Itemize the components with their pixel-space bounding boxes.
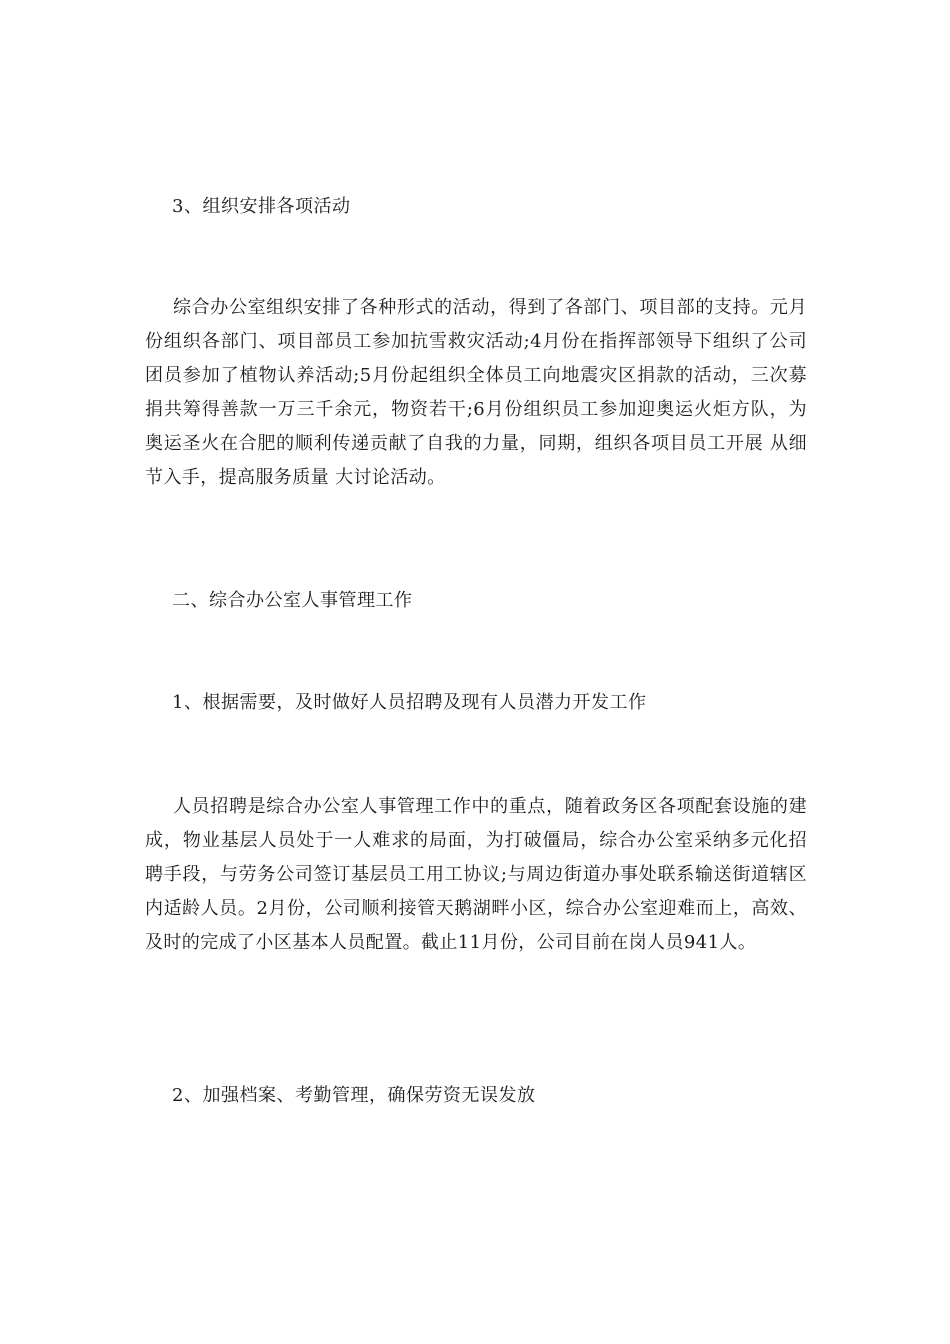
item-paragraph: 人员招聘是综合办公室人事管理工作中的重点，随着政务区各项配套设施的建成，物业基层人员处于一人难求的局面，为打破僵局，综合办公室采纳多元化招聘手段，与劳务公司签订基层员工用工协议;与周边街道办事处联系输送街道辖区内适龄人员。2月份，公司顺利接管天鹅湖畔小区，综合办公室迎难而上，高效、及时的完成了小区基本人员配置。截止11月份，公司目前在岗人员941人。 [145,796,807,953]
section-heading: 3、组织安排各项活动 [172,196,351,217]
item-heading-2: 2、加强档案、考勤管理，确保劳资无误发放 [172,1085,536,1106]
part-heading: 二、综合办公室人事管理工作 [172,590,413,611]
item-heading: 1、根据需要，及时做好人员招聘及现有人员潜力开发工作 [172,692,647,713]
section-paragraph: 综合办公室组织安排了各种形式的活动，得到了各部门、项目部的支持。元月份组织各部门、项目部员工参加抗雪救灾活动;4月份在指挥部领导下组织了公司团员参加了植物认养活动;5月份起组织全体员工向地震灾区捐款的活动，三次募捐共筹得善款一万三千余元，物资若干;6月份组织员工参加迎奥运火炬方队，为奥运圣火在合肥的顺利传递贡献了自我的力量，同期，组织各项目员工开展 从细节入手，提高服务质量 大讨论活动。 [145,297,807,488]
